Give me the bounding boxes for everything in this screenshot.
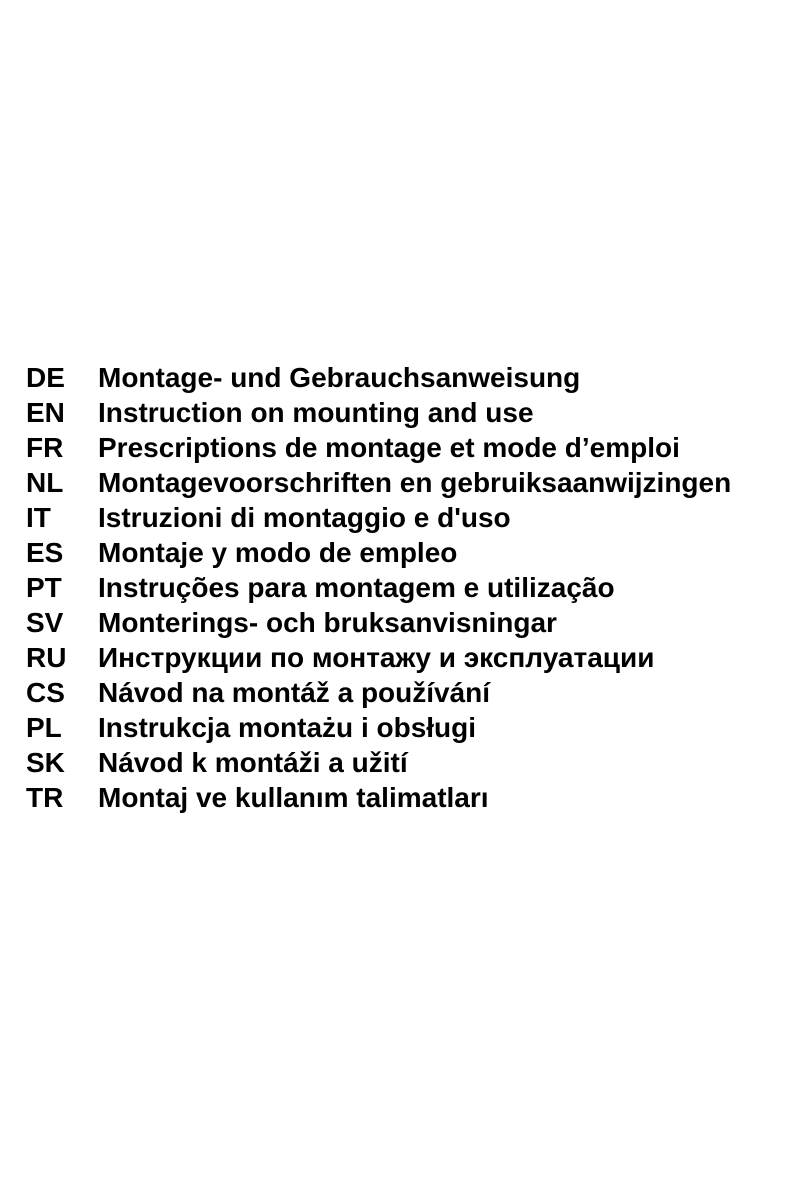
language-title: Návod k montáži a užití <box>98 747 408 778</box>
language-title: Istruzioni di montaggio e d'uso <box>98 502 511 533</box>
language-title: Montaj ve kullanım talimatları <box>98 782 489 813</box>
language-code: IT <box>26 502 51 533</box>
language-row-es <box>26 535 731 570</box>
language-code: FR <box>26 432 64 463</box>
language-row-en <box>26 395 731 430</box>
language-row-fr <box>26 430 731 465</box>
language-title: Instruction on mounting and use <box>98 397 534 428</box>
language-row-de <box>26 360 731 395</box>
language-title: Инструкции по монтажу и эксплуатации <box>98 642 655 673</box>
language-title: Instrukcja montażu i obsługi <box>98 712 477 743</box>
language-title: Návod na montáž a používání <box>98 677 491 708</box>
language-title: Monterings- och bruksanvisningar <box>98 607 557 638</box>
language-title: Instruções para montagem e utilização <box>98 572 615 603</box>
language-row-pl <box>26 710 731 745</box>
language-row-pt <box>26 570 731 605</box>
language-code: CS <box>26 677 65 708</box>
language-row-sk <box>26 745 731 780</box>
language-code: EN <box>26 397 65 428</box>
language-list <box>26 360 731 815</box>
language-row-cs <box>26 675 731 710</box>
language-row-sv <box>26 605 731 640</box>
language-title: Montaje y modo de empleo <box>98 537 458 568</box>
language-code: TR <box>26 782 64 813</box>
language-code: NL <box>26 467 64 498</box>
language-code: PL <box>26 712 62 743</box>
language-code: ES <box>26 537 64 568</box>
language-code: SK <box>26 747 65 778</box>
language-code: PT <box>26 572 62 603</box>
language-code: DE <box>26 362 65 393</box>
language-title: Prescriptions de montage et mode d’emploi <box>98 432 680 463</box>
language-code: RU <box>26 642 67 673</box>
language-title: Montage- und Gebrauchsanweisung <box>98 362 581 393</box>
language-row-nl <box>26 465 731 500</box>
language-row-tr <box>26 780 731 815</box>
language-row-ru <box>26 640 731 675</box>
language-row-it <box>26 500 731 535</box>
language-code: SV <box>26 607 64 638</box>
language-title: Montagevoorschriften en gebruiksaanwijzingen <box>98 467 732 498</box>
